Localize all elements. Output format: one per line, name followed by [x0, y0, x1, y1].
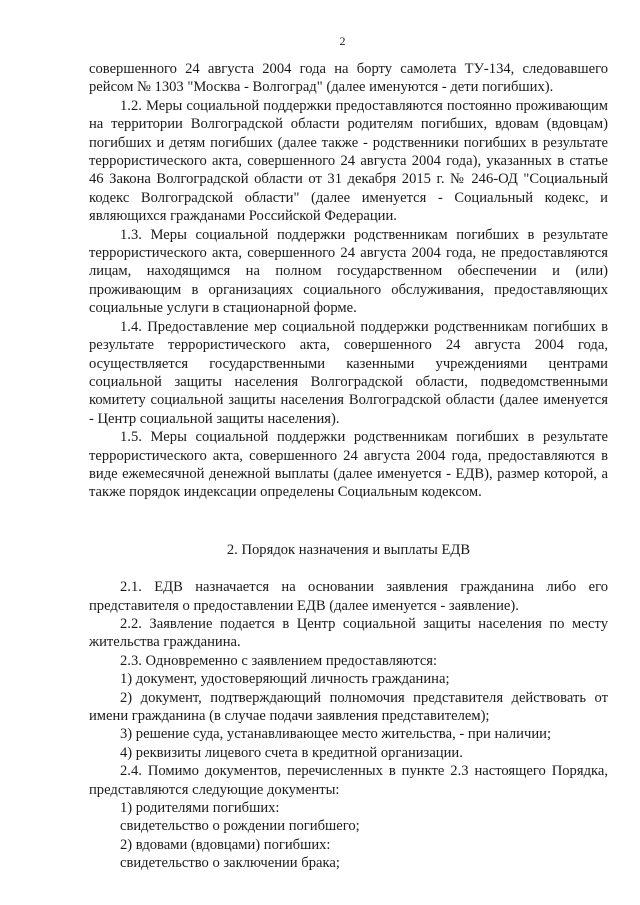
list-item: 4) реквизиты лицевого счета в кредитной организации. [120, 744, 463, 761]
paragraph: совершенного 24 августа 2004 года на борту самолета ТУ-134, следовавшего рейсом № 1303 "Москва - Волгоград" (далее именуются - дети погибших). [89, 61, 608, 96]
section-heading: 2. Порядок назначения и выплаты ЕДВ [226, 541, 471, 558]
paragraph: 2.4. Помимо документов, перечисленных в пункте 2.3 настоящего Порядка, представляются следующие документы: [89, 763, 608, 798]
section-2-block [89, 578, 608, 873]
list-item: свидетельство о рождении погибшего; [120, 818, 360, 835]
list-item: 1) документ, удостоверяющий личность гражданина; [120, 671, 450, 688]
paragraph: 1.3. Меры социальной поддержки родственникам погибших в результате террористического акта, совершенного 24 августа 2004 года, не предоставляются лицам, находящимся на полном государственном обеспечении и (или) проживающим в организациях социального обслуживания, предоставляющих социальные услуги в стационарной форме. [89, 226, 608, 317]
paragraph: 2.2. Заявление подается в Центр социальной защиты населения по месту жительства гражданина. [89, 615, 608, 651]
list-item: 2) вдовами (вдовцами) погибших: [120, 836, 331, 853]
list-item: свидетельство о заключении брака; [120, 855, 340, 872]
list-item: 1) родителями погибших: [120, 800, 280, 817]
paragraph: 1.2. Меры социальной поддержки предоставляются постоянно проживающим на территории Волгоградской области родителям погибших, вдовам (вдовцам) погибших и детям погибших (далее также - родственники погибших в результате террористического акта, совершенного 24 августа 2004 года), указанных в статье 46 Закона Волгоградской области от 31 декабря 2015 г. № 246-ОД "Социальный кодекс Волгоградской области" (далее именуется - Социальный кодекс, и являющихся гражданами Российской Федерации. [89, 97, 608, 225]
paragraph: 1.5. Меры социальной поддержки родственникам погибших в результате террористического акта, совершенного 24 августа 2004 года, предоставляются в виде ежемесячной денежной выплаты (далее именуется - ЕДВ), размер которой, а также порядок индексации определены Социальным кодексом. [89, 429, 608, 501]
paragraph: 2.3. Одновременно с заявлением предоставляются: [120, 652, 438, 669]
list-item: 3) решение суда, устанавливающее место жительства, - при наличии; [120, 726, 551, 743]
paragraph: 2.1. ЕДВ назначается на основании заявления гражданина либо его представителя о предоставлении ЕДВ (далее именуется - заявление). [89, 579, 608, 614]
paragraph: 1.4. Предоставление мер социальной поддержки родственникам погибших в результате террористического акта, совершенного 24 августа 2004 года, осуществляется государственными казенными учреждениями центрами социальной защиты населения Волгоградской области, подведомственными комитету социальной защиты населения Волгоградской области (далее именуется - Центр социальной защиты населения). [89, 318, 608, 427]
list-item: 2) документ, подтверждающий полномочия представителя действовать от имени гражданина (в случае подачи заявления представителем); [89, 689, 608, 724]
page-number: 2 [339, 34, 346, 48]
intro-block [89, 60, 608, 502]
